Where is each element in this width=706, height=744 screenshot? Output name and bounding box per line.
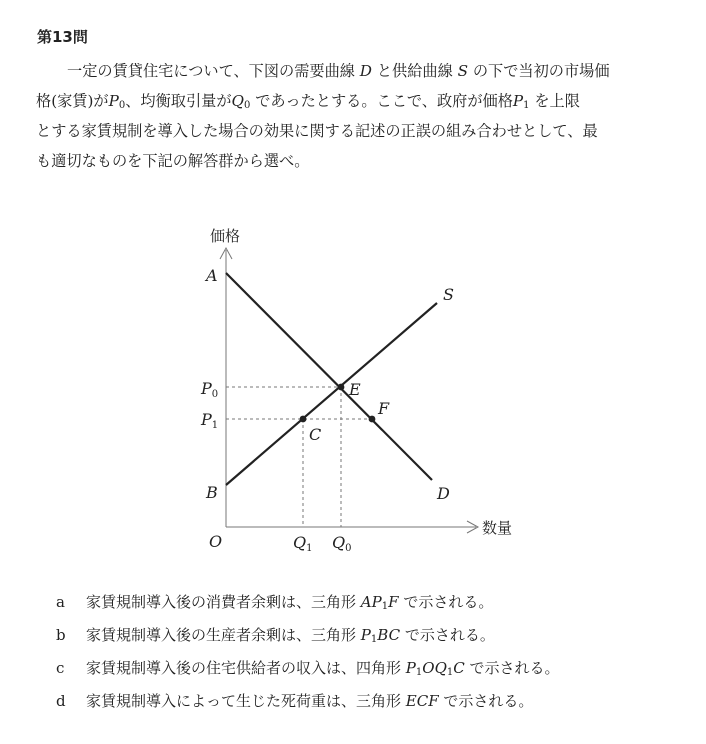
statement-line-4: も適切なものを下記の解答群から選べ。 — [36, 152, 310, 170]
label-p0: P0 — [201, 379, 219, 400]
label-c: C — [309, 425, 322, 444]
y-axis-label: 価格 — [210, 227, 241, 245]
statement-line-2: 格(家賃)が$P_0$、均衡取引量が$Q_0$ であったとする。ここで、政府が価格$P_1$ を上限 — [36, 92, 580, 111]
option-a: a 家賃規制導入後の消費者余剰は、三角形 $AP_1F$ で示される。 — [56, 593, 494, 612]
label-f: F — [378, 399, 390, 418]
option-d: d 家賃規制導入によって生じた死荷重は、三角形 ECF で示される。 — [56, 692, 534, 710]
label-o: O — [209, 532, 223, 551]
label-q1: Q1 — [293, 533, 313, 554]
statement-line-3: とする家賃規制を導入した場合の効果に関する記述の正誤の組み合わせとして、最 — [36, 122, 598, 140]
label-e: E — [349, 380, 361, 399]
label-b: B — [206, 483, 218, 502]
point-e — [338, 384, 345, 391]
option-c: c 家賃規制導入後の住宅供給者の収入は、四角形 $P_1OQ_1C$ で示される。 — [56, 659, 560, 678]
label-a: A — [206, 266, 218, 285]
x-axis-label: 数量 — [482, 519, 513, 537]
option-b: b 家賃規制導入後の生産者余剰は、三角形 $P_1BC$ で示される。 — [56, 626, 495, 645]
label-d: D — [437, 484, 450, 503]
statement-line-1: 一定の賃貸住宅について、下図の需要曲線 D と供給曲線 S の下で当初の市場価 — [67, 62, 610, 80]
label-s: S — [443, 285, 454, 304]
label-p1: P1 — [201, 410, 219, 431]
supply-curve — [226, 303, 437, 485]
problem-title: 第13問 — [37, 28, 88, 46]
point-c — [300, 416, 307, 423]
label-q0: Q0 — [332, 533, 352, 554]
point-f — [369, 416, 376, 423]
demand-curve — [226, 273, 432, 480]
